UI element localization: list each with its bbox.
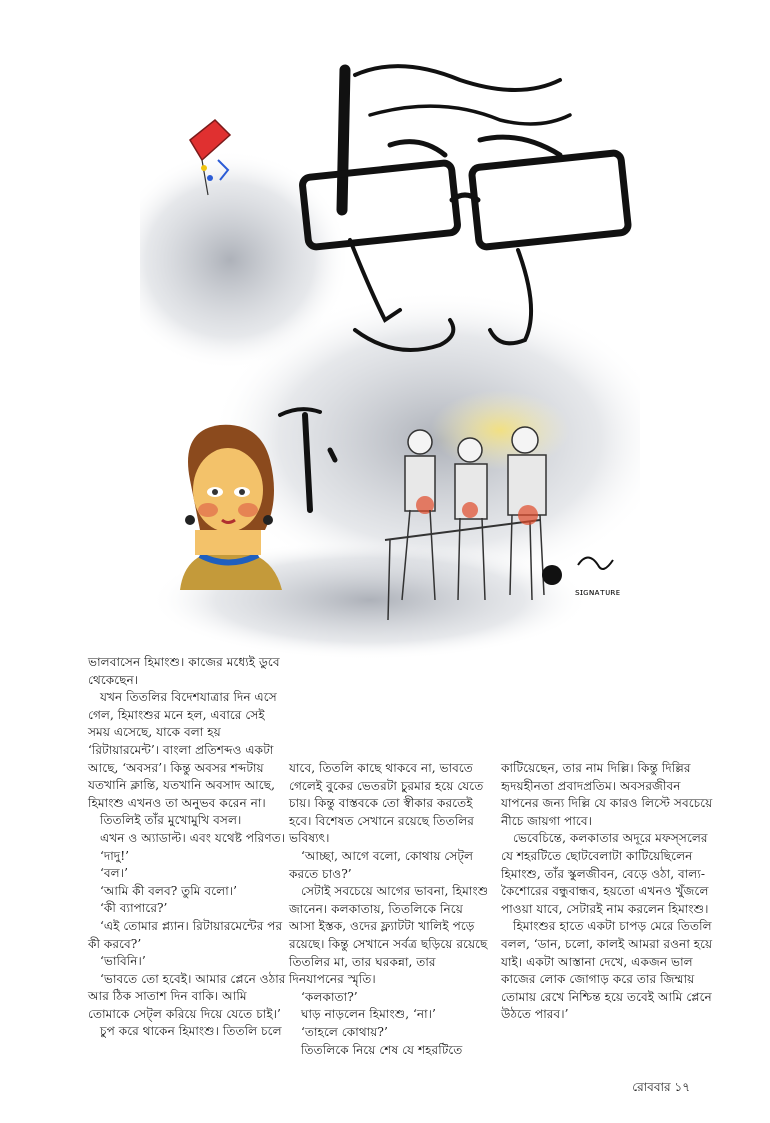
paragraph: ‘আচ্ছা, আগে বলো, কোথায় সেট্‌ল করতে চাও?’ [289,848,474,881]
page-footer-label: রোববার ১৭ [632,1080,690,1094]
paragraph: ‘কলকাতা?’ [301,989,358,1004]
paragraph: ‘তাহলে কোথায়?’ [301,1024,388,1039]
paragraph: ভালবাসেন হিমাংশু। কাজের মধ্যেই ডুবে থেকেছেন। [88,655,280,687]
paragraph: ‘দাদু!’ [100,848,129,863]
paragraph: ‘এই তোমার প্ল্যান। রিটায়ারমেন্টের পর কী করবে?’ [88,918,283,951]
paragraph: হিমাংশুর হাতে একটা চাপড় মেরে তিতলি বলল, ‘ডান, চলো, কালই আমরা রওনা হয়ে যাই। একটা আস্তানা দেখে, একজন ভাল কাজের লোক জোগাড় করে তার জিম্মায় তোমায় রেখে নিশ্চিন্ত হয়ে তবেই আমি প্লেনে উঠতে পারব।’ [501,919,713,1022]
paragraph: ‘ভাবতে তো হবেই। আমার প্লেনে ওঠার আর ঠিক সাতাশ দিন বাকি। আমি তোমাকে সেট্‌ল করিয়ে দিয়ে যেতে চাই।’ [88,971,286,1021]
paragraph: ‘বল।’ [100,866,128,881]
paragraph: যাবে, তিতলি কাছে থাকবে না, ভাবতে গেলেই বুকের ভেতরটা চুরমার হয়ে যেতে চায়। কিন্তু বাস্তবকে তো স্বীকার করতেই হবে। বিশেষত সেখানে রয়েছে তিতলির ভবিষ্যৎ। [289,761,484,846]
paragraph: ‘কী ব্যাপারে?’ [100,901,168,916]
article-column-2 [289,760,489,1059]
paragraph: ঘাড় নাড়লেন হিমাংশু, ‘না।’ [301,1007,436,1022]
paragraph: তিতলিকে নিয়ে শেষ যে শহরটিতে [301,1042,463,1057]
paragraph: এখন ও অ্যাডাল্ট। এবং যথেষ্ট পরিণত। [100,830,286,845]
artist-signature-text: ꜱɪɢɴᴀᴛᴜʀᴇ [575,588,620,598]
paragraph: ভেবেচিন্তে, কলকাতার অদূরে মফস্সলের যে শহরটিতে ছোটবেলাটা কাটিয়েছিলেন হিমাংশু, তাঁর স্কুলজীবন, বেড়ে ওঠা, বাল্য-কৈশোরের বন্ধুবান্ধব, হয়তো এখনও খুঁজলে পাওয়া যাবে, সেটারই নাম করলেন হিমাংশু। [501,831,709,916]
article-column-1 [88,654,288,1041]
paragraph: ‘আমি কী বলব? তুমি বলো।’ [100,883,237,898]
paragraph: ‘ভাবিনি।’ [100,954,146,969]
paragraph: কাটিয়েছেন, তার নাম দিল্লি। কিন্তু দিল্লির হৃদয়হীনতা প্রবাদপ্রতিম। অবসরজীবন যাপনের জন্য দিল্লি যে কারও লিস্টে সবচেয়ে নীচে জায়গা পাবে। [501,761,713,828]
paragraph: তিতলিই তাঁর মুখোমুখি বসল। [100,813,242,828]
yellow-glow [430,390,570,470]
artist-signature [578,558,613,570]
story-illustration [140,60,640,660]
article-column-3 [501,760,713,1024]
paragraph: সেটাই সবচেয়ে আগের ভাবনা, হিমাংশু জানেন। কলকাতায়, তিতলিকে নিয়ে আসা ইস্তক, ওদের ফ্ল্যাটটা খালিই পড়ে রয়েছে। কিন্তু সেখানে সর্বত্র ছড়িয়ে রয়েছে তিতলির মা, তার ঘরকন্না, তার দিনযাপনের স্মৃতি। [289,884,489,987]
ink-dot [542,565,562,585]
paragraph: চুপ করে থাকেন হিমাংশু। তিতলি চলে [100,1024,282,1039]
paragraph: যখন তিতলির বিদেশযাত্রার দিন এসে গেল, হিমাংশুর মনে হল, এবারে সেই সময় এসেছে, যাকে বলা হয় ‘রিটায়ারমেন্ট’। বাংলা প্রতিশব্দও একটা আছে, ‘অবসর’। কিন্তু অবসর শব্দটায় যতখানি ক্লান্তি, যতখানি অবসাদ আছে, হিমাংশু এখনও তা অনুভব করেন না। [88,690,277,810]
